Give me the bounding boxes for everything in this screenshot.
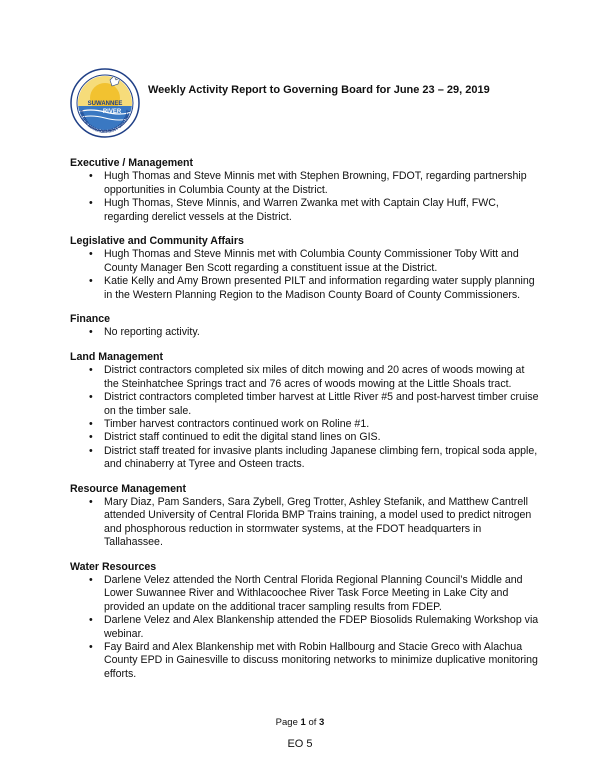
bullet-list	[70, 248, 540, 302]
list-item: • District contractors completed timber harvest at Little River #5 and post-harvest timber cruise on the timber sale.	[70, 391, 540, 418]
list-item: • Darlene Velez attended the North Central Florida Regional Planning Council’s Middle and Lower Suwannee River and Withlacoochee River Task Force Meeting in Lake City and provided an update on the additional tracer sampling results from FDEP.	[70, 574, 540, 614]
list-item: • District contractors completed six miles of ditch mowing and 20 acres of woods mowing at the Steinhatchee Springs tract and 76 acres of woods mowing at the Little Shoals tract.	[70, 364, 540, 391]
list-item: • Mary Diaz, Pam Sanders, Sara Zybell, Greg Trotter, Ashley Stefanik, and Matthew Cantrell attended University of Central Florida BMP Trains training, a model used to predict nitrogen and phosphorous reduction in stormwater systems, at the FDOT headquarters in Tallahassee.	[70, 496, 540, 550]
page-word: Page	[275, 717, 298, 728]
section-heading: Finance	[70, 313, 111, 326]
section-heading: Resource Management	[70, 482, 186, 495]
section-legislative-community-affairs	[70, 235, 540, 302]
section-resource-management	[70, 483, 540, 550]
bullet-list	[70, 170, 540, 224]
section-heading: Executive / Management	[70, 157, 194, 169]
logo-text-top: SUWANNEE	[87, 101, 123, 107]
section-water-resources	[70, 561, 540, 682]
page-number	[0, 717, 600, 728]
section-executive-management	[70, 157, 540, 224]
section-heading: Water Resources	[70, 560, 157, 573]
bullet-list	[70, 364, 540, 471]
list-item: • Fay Baird and Alex Blankenship met with Robin Hallbourg and Stacie Greco with Alachua County EPD in Gainesville to discuss monitoring networks to minimize duplicative monitoring efforts.	[70, 641, 540, 681]
section-finance	[70, 313, 540, 340]
report-body	[70, 157, 540, 692]
list-item: • Darlene Velez and Alex Blankenship attended the FDEP Biosolids Rulemaking Workshop via webinar.	[70, 614, 540, 641]
bullet-list	[70, 574, 540, 681]
list-item: • No reporting activity.	[70, 326, 540, 339]
page-of: of	[308, 717, 317, 728]
list-item: • Hugh Thomas and Steve Minnis met with Columbia County Commissioner Toby Witt and County Manager Ben Scott regarding a constituent issue at the District.	[70, 248, 540, 275]
list-item: • Timber harvest contractors continued work on Roline #1.	[70, 418, 540, 431]
section-heading: Land Management	[70, 350, 164, 363]
page-current: 1	[300, 717, 306, 728]
logo-text-mid: RIVER	[102, 109, 122, 115]
logo-text-ring: WATER MANAGEMENT DISTRICT	[79, 109, 131, 135]
bullet-list	[70, 326, 540, 339]
list-item: • Hugh Thomas, Steve Minnis, and Warren Zwanka met with Captain Clay Huff, FWC, regarding derelict vessels at the District.	[70, 197, 540, 224]
list-item: • Hugh Thomas and Steve Minnis met with Stephen Browning, FDOT, regarding partnership opportunities in Columbia County at the District.	[70, 170, 540, 197]
document-code: EO 5	[287, 738, 313, 750]
page-total: 3	[319, 717, 325, 728]
report-title: Weekly Activity Report to Governing Board for June 23 – 29, 2019	[148, 84, 490, 96]
section-heading: Legislative and Community Affairs	[70, 235, 244, 248]
list-item: • District staff continued to edit the digital stand lines on GIS.	[70, 431, 540, 444]
bullet-list	[70, 496, 540, 550]
section-land-management	[70, 351, 540, 472]
list-item: • District staff treated for invasive plants including Japanese climbing fern, tropical soda apple, and chinaberry at Tyree and Osteen tracts.	[70, 445, 540, 472]
list-item: • Katie Kelly and Amy Brown presented PILT and information regarding water supply planning in the Western Planning Region to the Madison County Board of County Commissioners.	[70, 275, 540, 302]
district-logo	[70, 68, 140, 138]
